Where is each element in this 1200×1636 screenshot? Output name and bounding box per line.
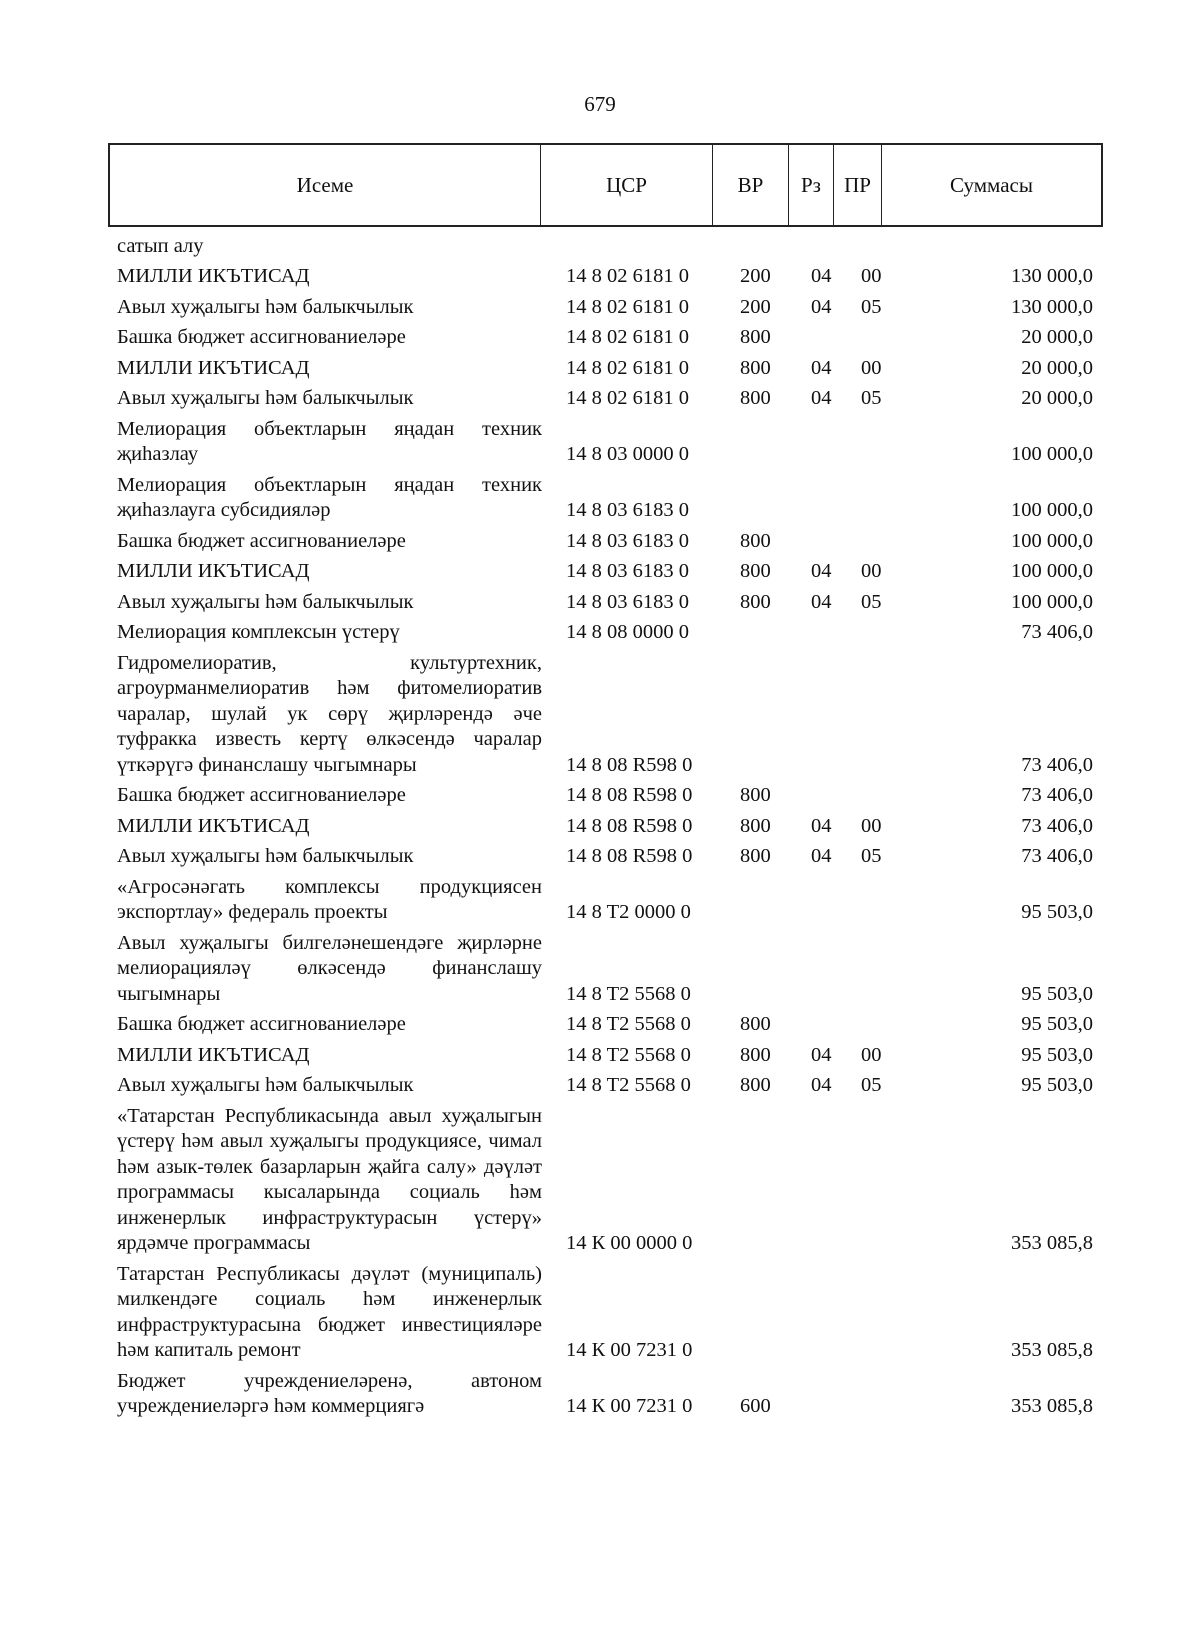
row-rz xyxy=(800,778,848,781)
row-rz xyxy=(800,468,848,471)
table-row xyxy=(108,842,1103,873)
row-pr: 00 xyxy=(861,560,882,582)
row-sum: 353 085,8 xyxy=(1011,1232,1093,1254)
row-vr: 800 xyxy=(740,560,771,582)
row-name: сатып алу xyxy=(117,234,204,257)
row-rz: 04 xyxy=(811,560,832,582)
header-sum: Суммасы xyxy=(950,173,1033,197)
row-rz xyxy=(800,1007,848,1010)
row-name: Авыл хуҗалыгы һәм балыкчылык xyxy=(117,387,414,409)
row-name: «Татарстан Республикасында авыл хуҗалыгын үстерү һәм авыл хуҗалыгы продукциясе, чимал һәм азык-төлек базарларын җайга салу» дәүләт программасы кысаларында социаль һәм инженерлык инфраструктурасын үстерү» ярдәмче программасы xyxy=(117,1104,542,1254)
row-name: МИЛЛИ ИКЪТИСАД xyxy=(117,356,310,379)
page-number: 679 xyxy=(584,92,616,116)
row-name: МИЛЛИ ИКЪТИСАД xyxy=(117,560,310,582)
row-sum xyxy=(898,259,1103,262)
table-row xyxy=(108,928,1103,1010)
row-sum: 100 000,0 xyxy=(1011,529,1093,552)
row-csr: 14 8 02 6181 0 xyxy=(566,387,689,409)
row-rz xyxy=(800,351,848,354)
row-sum: 20 000,0 xyxy=(1021,387,1093,409)
row-vr: 800 xyxy=(740,814,771,837)
row-csr: 14 К 00 0000 0 xyxy=(566,1232,693,1254)
row-sum: 20 000,0 xyxy=(1021,356,1093,379)
row-name: Гидромелиоратив, культуртехник, агроурманмелиоратив һәм фитомелиоратив чаралар, шулай ук сөрү җирләрендә әче туфракка известь кертү өлкәсендә чаралар үткәрүгә финанслашу чыгымнары xyxy=(117,651,542,776)
row-pr: 05 xyxy=(861,1074,882,1096)
row-csr: 14 К 00 7231 0 xyxy=(566,1339,693,1361)
row-vr: 200 xyxy=(740,295,771,318)
row-vr xyxy=(722,1257,800,1260)
row-sum: 100 000,0 xyxy=(1011,560,1093,582)
row-pr: 05 xyxy=(861,590,882,613)
row-rz: 04 xyxy=(811,265,832,287)
row-vr xyxy=(722,778,800,781)
table-row xyxy=(108,414,1103,470)
table-row xyxy=(108,353,1103,384)
row-csr: 14 8 T2 5568 0 xyxy=(566,1074,691,1096)
table-row xyxy=(108,1010,1103,1041)
table-row xyxy=(108,1259,1103,1366)
row-name: Авыл хуҗалыгы һәм балыкчылык xyxy=(117,295,414,318)
row-sum: 20 000,0 xyxy=(1021,326,1093,348)
row-csr: 14 8 T2 5568 0 xyxy=(566,1013,691,1035)
row-vr: 800 xyxy=(740,845,771,867)
row-pr xyxy=(848,468,898,471)
row-vr: 800 xyxy=(740,590,771,613)
table-row xyxy=(108,872,1103,928)
row-sum: 100 000,0 xyxy=(1011,590,1093,613)
row-name: Башка бюджет ассигнованиеләре xyxy=(117,326,406,348)
row-vr xyxy=(722,926,800,929)
row-sum: 95 503,0 xyxy=(1021,1074,1093,1096)
row-csr: 14 8 03 6183 0 xyxy=(566,560,689,582)
row-csr: 14 8 08 0000 0 xyxy=(566,621,689,643)
row-csr: 14 8 08 R598 0 xyxy=(566,784,693,806)
row-sum: 95 503,0 xyxy=(1021,982,1093,1005)
table-row xyxy=(108,811,1103,842)
table-header xyxy=(108,143,1103,227)
row-csr: 14 8 03 0000 0 xyxy=(566,443,689,465)
row-csr: 14 8 03 6183 0 xyxy=(566,590,689,613)
row-vr: 800 xyxy=(740,1074,771,1096)
row-pr xyxy=(848,524,898,527)
row-rz: 04 xyxy=(811,387,832,409)
row-rz: 04 xyxy=(811,1043,832,1066)
row-csr: 14 8 03 6183 0 xyxy=(566,499,689,521)
row-pr xyxy=(848,646,898,649)
row-name: МИЛЛИ ИКЪТИСАД xyxy=(117,265,310,287)
row-rz xyxy=(800,554,848,557)
row-name: Бюджет учреждениеләренә, автоном учреждениеләргә һәм коммерциягә xyxy=(117,1369,542,1417)
row-sum: 95 503,0 xyxy=(1021,901,1093,923)
table-row xyxy=(108,384,1103,415)
row-name: Мелиорация объектларын яңадан техник җиһазлау xyxy=(117,417,542,465)
row-rz xyxy=(800,1364,848,1367)
row-sum: 130 000,0 xyxy=(1011,295,1093,318)
table-row xyxy=(108,781,1103,812)
row-name: Авыл хуҗалыгы һәм балыкчылык xyxy=(117,845,414,867)
row-sum: 73 406,0 xyxy=(1021,845,1093,867)
table-body xyxy=(108,231,1103,1422)
row-pr: 00 xyxy=(861,356,882,379)
row-rz xyxy=(800,524,848,527)
row-sum: 73 406,0 xyxy=(1021,753,1093,776)
row-csr: 14 8 02 6181 0 xyxy=(566,326,689,348)
row-vr: 200 xyxy=(740,265,771,287)
row-pr: 00 xyxy=(861,1043,882,1066)
row-pr: 05 xyxy=(861,387,882,409)
row-name: Авыл хуҗалыгы һәм балыкчылык xyxy=(117,590,414,613)
row-csr: 14 8 02 6181 0 xyxy=(566,295,689,318)
row-rz xyxy=(800,1420,848,1423)
table-row xyxy=(108,1101,1103,1259)
row-vr: 800 xyxy=(740,529,771,552)
row-vr: 600 xyxy=(740,1395,771,1417)
row-pr: 05 xyxy=(861,295,882,318)
row-name: Мелиорация объектларын яңадан техник җиһазлауга субсидияләр xyxy=(117,473,542,521)
row-vr xyxy=(722,1364,800,1367)
table-row xyxy=(108,1040,1103,1071)
table-row xyxy=(108,1366,1103,1422)
row-vr xyxy=(722,524,800,527)
row-pr xyxy=(848,554,898,557)
row-pr xyxy=(848,926,898,929)
row-vr: 800 xyxy=(740,356,771,379)
row-rz xyxy=(800,1038,848,1041)
row-name: Авыл хуҗалыгы һәм балыкчылык xyxy=(117,1074,414,1096)
row-rz: 04 xyxy=(811,356,832,379)
header-rz: Рз xyxy=(789,145,834,225)
row-sum: 73 406,0 xyxy=(1021,621,1093,643)
row-rz xyxy=(800,809,848,812)
table-row xyxy=(108,231,1103,262)
table-row xyxy=(108,587,1103,618)
header-pr: ПР xyxy=(834,145,882,225)
row-pr xyxy=(848,259,898,262)
table-row xyxy=(108,557,1103,588)
row-name: Башка бюджет ассигнованиеләре xyxy=(117,529,406,552)
row-sum: 130 000,0 xyxy=(1011,265,1093,287)
row-vr xyxy=(722,468,800,471)
row-rz: 04 xyxy=(811,814,832,837)
row-rz xyxy=(800,926,848,929)
row-csr xyxy=(542,259,722,262)
row-pr xyxy=(848,1364,898,1367)
row-rz: 04 xyxy=(811,590,832,613)
table-row xyxy=(108,323,1103,354)
row-name: Авыл хуҗалыгы билгеләнешендәге җирләрне мелиорацияләү өлкәсендә финанслашу чыгымнары xyxy=(117,931,542,1005)
row-sum: 353 085,8 xyxy=(1011,1395,1093,1417)
row-csr: 14 8 03 6183 0 xyxy=(566,529,689,552)
row-vr: 800 xyxy=(740,1013,771,1035)
row-vr: 800 xyxy=(740,326,771,348)
row-rz xyxy=(800,646,848,649)
row-rz: 04 xyxy=(811,845,832,867)
row-pr xyxy=(848,1420,898,1423)
row-pr xyxy=(848,1257,898,1260)
row-rz: 04 xyxy=(811,1074,832,1096)
row-sum: 95 503,0 xyxy=(1021,1043,1093,1066)
row-csr: 14 8 T2 0000 0 xyxy=(566,901,691,923)
table-row xyxy=(108,618,1103,649)
row-pr: 05 xyxy=(861,845,882,867)
row-vr xyxy=(722,646,800,649)
row-name: «Агросәнәгать комплексы продукциясен экспортлау» федераль проекты xyxy=(117,875,542,923)
row-vr xyxy=(722,259,800,262)
row-sum: 95 503,0 xyxy=(1021,1013,1093,1035)
table-row xyxy=(108,526,1103,557)
row-rz xyxy=(800,1257,848,1260)
table-row xyxy=(108,292,1103,323)
row-csr: 14 8 T2 5568 0 xyxy=(566,982,691,1005)
row-csr: 14 8 08 R598 0 xyxy=(566,845,693,867)
row-name: Мелиорация комплексын үстерү xyxy=(117,621,400,643)
row-sum: 100 000,0 xyxy=(1011,499,1093,521)
row-name: Татарстан Республикасы дәүләт (муниципаль) милкендәге социаль һәм инженерлык инфраструктурасына бюджет инвестицияләре һәм капиталь ремонт xyxy=(117,1262,542,1361)
row-rz: 04 xyxy=(811,295,832,318)
table-row xyxy=(108,1071,1103,1102)
row-csr: 14 К 00 7231 0 xyxy=(566,1395,693,1417)
header-name: Исеме xyxy=(110,145,541,225)
row-name: Башка бюджет ассигнованиеләре xyxy=(117,784,406,806)
header-csr: ЦСР xyxy=(541,145,713,225)
row-csr: 14 8 02 6181 0 xyxy=(566,356,689,379)
row-vr: 800 xyxy=(740,1043,771,1066)
row-pr xyxy=(848,1038,898,1041)
row-sum: 73 406,0 xyxy=(1021,784,1093,806)
row-vr: 800 xyxy=(740,387,771,409)
row-pr xyxy=(848,351,898,354)
row-csr: 14 8 08 R598 0 xyxy=(566,814,693,837)
table-row xyxy=(108,648,1103,781)
header-vr: ВР xyxy=(713,145,789,225)
row-pr xyxy=(848,1007,898,1010)
row-vr: 800 xyxy=(740,784,771,806)
table-row xyxy=(108,470,1103,526)
row-pr xyxy=(848,809,898,812)
row-vr xyxy=(722,1007,800,1010)
row-pr: 00 xyxy=(861,814,882,837)
row-pr xyxy=(848,778,898,781)
row-sum: 353 085,8 xyxy=(1011,1339,1093,1361)
table-row xyxy=(108,262,1103,293)
row-name: МИЛЛИ ИКЪТИСАД xyxy=(117,1043,310,1066)
row-sum: 100 000,0 xyxy=(1011,443,1093,465)
row-rz xyxy=(800,259,848,262)
row-sum: 73 406,0 xyxy=(1021,814,1093,837)
row-name: МИЛЛИ ИКЪТИСАД xyxy=(117,814,310,837)
row-csr: 14 8 02 6181 0 xyxy=(566,265,689,287)
row-csr: 14 8 08 R598 0 xyxy=(566,753,693,776)
row-name: Башка бюджет ассигнованиеләре xyxy=(117,1013,406,1035)
row-pr: 00 xyxy=(861,265,882,287)
row-csr: 14 8 T2 5568 0 xyxy=(566,1043,691,1066)
